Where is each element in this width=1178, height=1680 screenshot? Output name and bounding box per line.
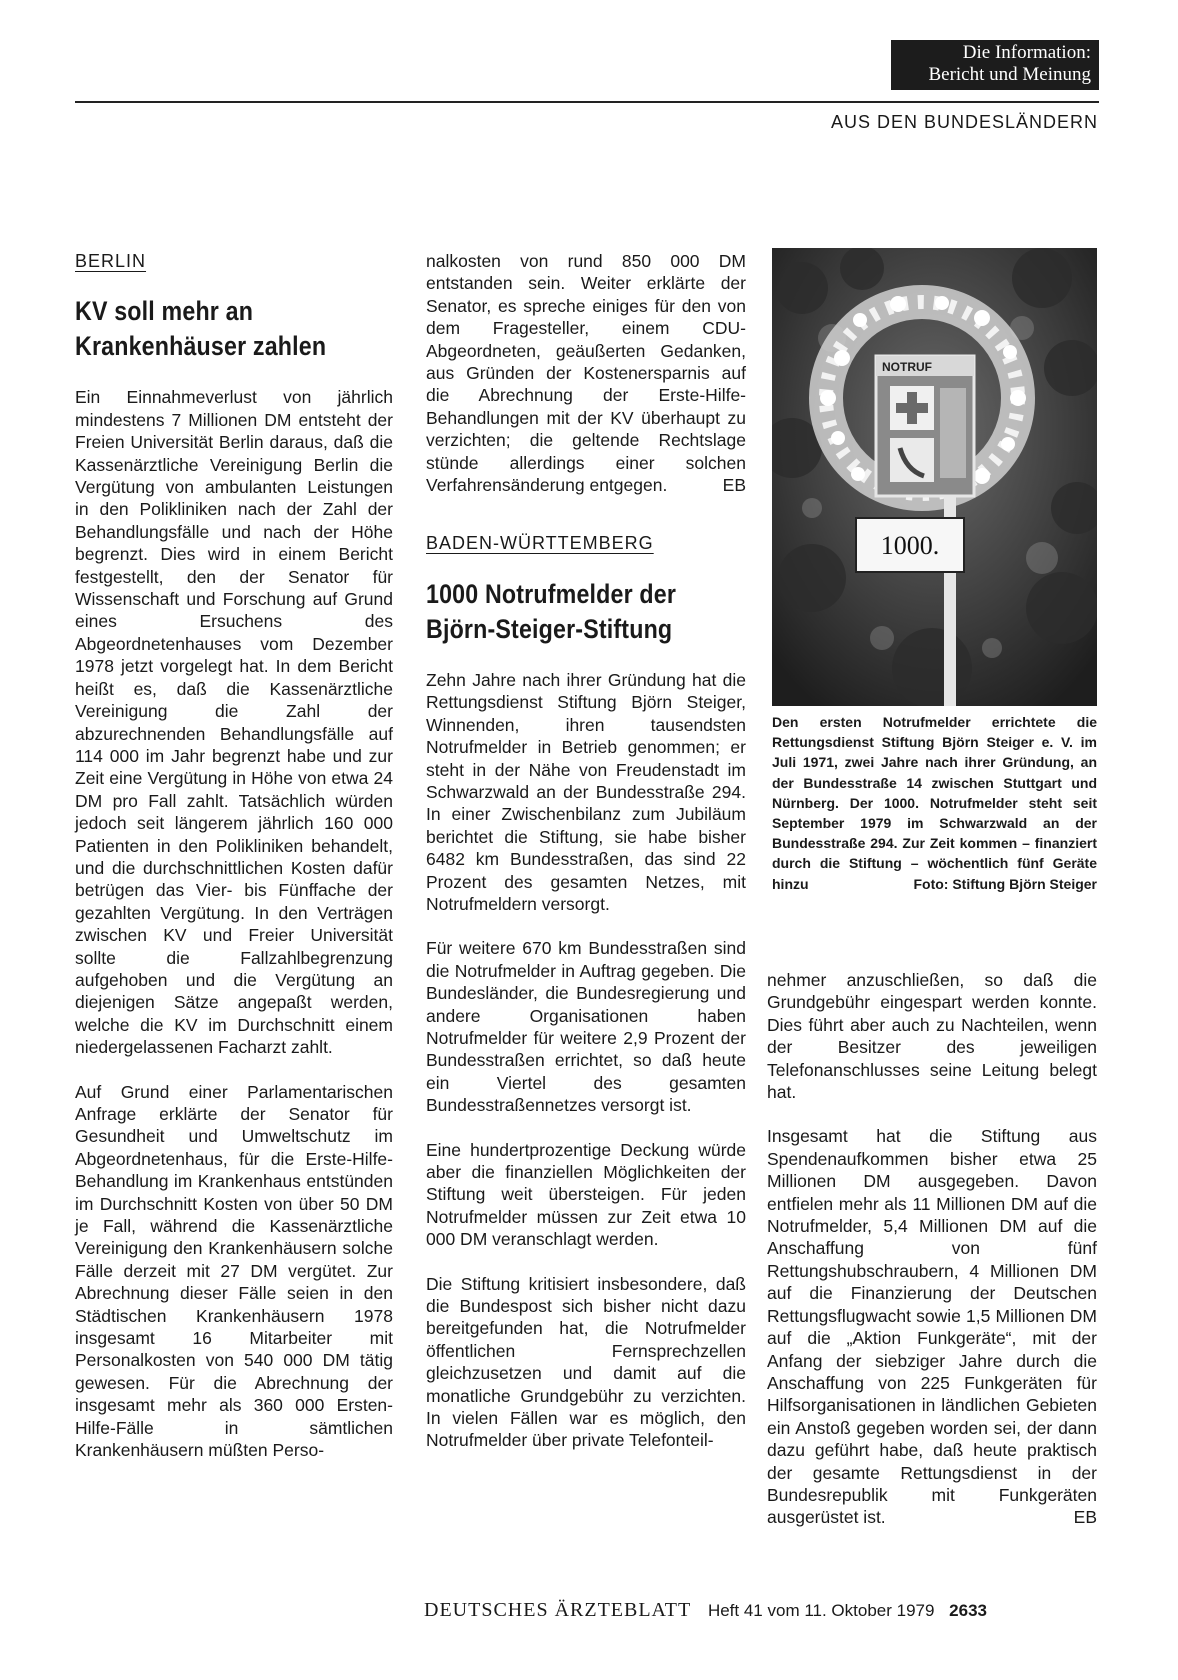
subsection-label: AUS DEN BUNDESLÄNDERN: [830, 112, 1098, 132]
plate-1000-text: 1000.: [880, 531, 940, 560]
article2-paragraph-1: Zehn Jahre nach ihrer Gründung hat die Rettungsdienst Stiftung Björn Steiger, Winnenden, ihren tausendsten Notrufmelder in Betrieb genommen; er steht in der Nähe von Freudenstadt im Schwarzwald an der Bundesstraße 294. In einer Zwischenbilanz zum Jubiläum berichtet die Stiftung, sie habe bisher 6482 km Bundesstraßen, das sind 22 Prozent des gesamten Netzes, mit Notrufmeldern versorgt.: [426, 669, 746, 914]
section-title-line2: Bericht und Meinung: [928, 64, 1091, 85]
footer-issue: Heft 41 vom 11. Oktober 1979: [707, 1601, 935, 1620]
header-rule: [75, 101, 1099, 103]
article2-signature: EB: [1073, 1507, 1097, 1528]
article1-title-line1: KV soll mehr an: [75, 296, 254, 327]
column-1: [75, 250, 393, 1462]
article2-paragraph-5: nehmer anzuschließen, so daß die Grundgebühr eingespart werden konnte. Dies führt aber auch zu Nachteilen, wenn der Besitzer des jeweiligen Telefonanschlusses seine Leitung belegt hat.: [767, 970, 1097, 1103]
article2-title-line2: Björn-Steiger-Stiftung: [426, 613, 673, 644]
page-footer: [424, 1599, 987, 1622]
article1-signature: EB: [722, 475, 746, 496]
article2-paragraph-6-text: Insgesamt hat die Stiftung aus Spendenaufkommen bisher etwa 25 Millionen DM ausgegeben. Davon entfielen mehr als 11 Millionen DM auf die Notrufmelder, 5,4 Millionen DM auf die Anschaffung von fünf Rettungshubschraubern, 4 Millionen DM auf die Finanzierung der Deutschen Rettungsflugwacht sowie 1,5 Millionen DM auf die „Aktion Funkgeräte“, mit der Anfang der siebziger Jahre durch die Anschaffung von 225 Funkgeräten für Hilfsorganisationen in ländlichen Gebieten ein Anstoß gegeben worden sei, der dann dazu geführt habe, daß heute praktisch der gesamte Rettungsdienst in der Bundesrepublik mit Funkgeräten ausgerüstet ist.: [767, 1126, 1097, 1528]
region-label-baden-wuerttemberg: BADEN-WÜRTTEMBERG: [426, 533, 654, 554]
article1-paragraph-3: [426, 250, 746, 496]
article2-paragraph-6: [767, 1125, 1097, 1528]
article1-headline: [75, 294, 359, 364]
article2-paragraph-2: Für weitere 670 km Bundesstraßen sind die Notrufmelder in Auftrag gegeben. Die Bundesländer, die Bundesregierung und andere Organisationen haben Notrufmelder für weitere 2,9 Prozent der Bundesstraßen errichtet, so daß heute ein Viertel des gesamten Bundesstraßennetzes versorgt ist.: [426, 938, 746, 1116]
article2-title-line1: 1000 Notrufmelder der: [426, 578, 677, 609]
column-3: [767, 969, 1097, 1529]
article1-paragraph-3-text: nalkosten von rund 850 000 DM entstanden sein. Weiter erklärte der Senator, es spreche einiges für den von dem Fragesteller, einem CDU-Abgeordneten, geäußerten Gedanken, aus Gründen der Kostenersparnis auf die Abrechnung der Erste-Hilfe-Behandlungen mit der KV überhaupt zu verzichten; die geltende Rechtslage stünde allerdings einer solchen Verfahrensänderung entgegen.: [426, 251, 746, 496]
section-header-box: [891, 40, 1099, 90]
photo-caption: [772, 712, 1097, 894]
footer-page-number: 2633: [949, 1601, 987, 1620]
article1-paragraph-1: Ein Einnahmeverlust von jährlich mindestens 7 Millionen DM entsteht der Freien Universität Berlin daraus, daß die Kassenärztliche Vereinigung Berlin die Vergütung von ambulanten Leistungen in den Polikliniken nach der Zahl der Behandlungsfälle und nach der Höhe begrenzt. Dies wird in einem Bericht festgestellt, den der Senator für Wissenschaft und Forschung auf Grund eines Ersuchens des Abgeordnetenhauses vom Dezember 1978 jetzt vorgelegt hat. In dem Bericht heißt es, daß die Kassenärztliche Vereinigung die Zahl der abzurechnenden Behandlungsfälle auf 114 000 im Jahr begrenzt habe und zur Zeit eine Vergütung in Höhe von etwa 24 DM pro Fall zahlt. Tatsächlich würden jedoch seit längerem jährlich 160 000 Patienten in den Polikliniken behandelt, und die durchschnittlichen Kosten dafür betrügen das Vier- bis Fünffache der gezahlten Vergütung. In den Verträgen zwischen KV und Freier Universität sollte die Fallzahlbegrenzung aufgehoben und die Vergütung an diejenigen Sätze angepaßt werden, welche die KV im Durchschnitt einem niedergelassenen Facharzt zahlt.: [75, 387, 393, 1058]
article2-headline: [426, 577, 710, 647]
article2-paragraph-3: Eine hundertprozentige Deckung würde aber die finanziellen Möglichkeiten der Stiftung weit übersteigen. Für jeden Notrufmelder müssen zur Zeit etwa 10 000 DM veranschlagt werden.: [426, 1139, 746, 1250]
notrufmelder-photo: [772, 248, 1097, 706]
footer-magazine: DEUTSCHES ÄRZTEBLATT: [424, 1599, 692, 1621]
article1-paragraph-2: Auf Grund einer Parlamentarischen Anfrage erklärte der Senator für Gesundheit und Umweltschutz im Abgeordnetenhaus, für die Erste-Hilfe-Behandlung im Krankenhaus entstünden im Durchschnitt Kosten von über 50 DM je Fall, während die Kassenärztliche Vereinigung den Krankenhäusern solche Fälle derzeit mit 27 DM vergütet. Zur Abrechnung dieser Fälle seien in den Städtischen Krankenhäusern 1978 insgesamt 16 Mitarbeiter mit Personalkosten von 540 000 DM tätig gewesen. Für die Abrechnung der insgesamt mehr als 360 000 Ersten-Hilfe-Fälle in sämtlichen Krankenhäusern müßten Perso-: [75, 1081, 393, 1461]
column-2: [426, 250, 746, 1452]
photo-credit: Foto: Stiftung Björn Steiger: [913, 875, 1097, 892]
photo-caption-text: Den ersten Notrufmelder errichtete die Rettungsdienst Stiftung Björn Steiger e. V. im Juli 1971, zwei Jahre nach ihrer Gründung, an der Bundesstraße 14 zwischen Stuttgart und Nürnberg. Der 1000. Notrufmelder steht seit September 1979 im Schwarzwald an der Bundesstraße 294. Zur Zeit kommen – finanziert durch die Stiftung – wöchentlich fünf Geräte hinzu: [772, 714, 1097, 892]
article2-paragraph-4: Die Stiftung kritisiert insbesondere, daß die Bundespost sich bisher nicht dazu bereitgefunden hat, die Notrufmelder öffentlichen Fernsprechzellen gleichzusetzen und damit auf die monatliche Grundgebühr zu verzichten. In vielen Fällen war es möglich, den Notrufmelder über private Telefonteil-: [426, 1273, 746, 1451]
region-label-berlin: BERLIN: [75, 251, 147, 271]
notruf-sign-text: NOTRUF: [882, 360, 932, 374]
section-title-line1: Die Information:: [962, 42, 1091, 63]
article1-title-line2: Krankenhäuser zahlen: [75, 331, 327, 362]
